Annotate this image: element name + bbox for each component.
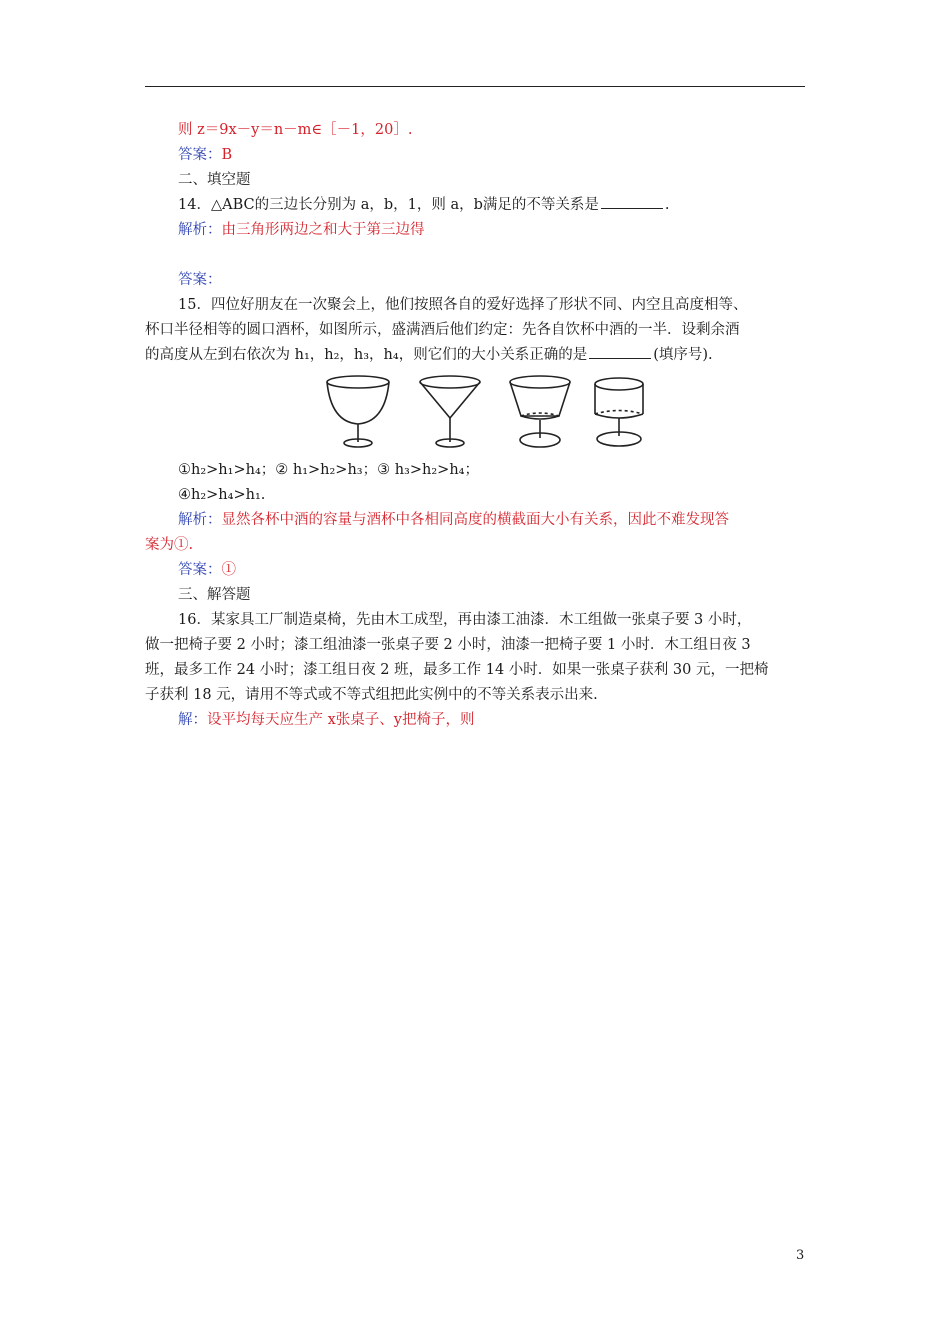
option-line: ④h₂>h₄>h₁.: [178, 487, 266, 503]
question-14-end: .: [664, 197, 670, 213]
bowl-glass: [327, 376, 389, 447]
cone-glass: [420, 376, 480, 447]
cylinder-glass: [595, 378, 643, 446]
wine-glasses-figure: [145, 372, 809, 452]
answer-blank: [601, 194, 663, 209]
page-number: 3: [796, 1248, 805, 1263]
solution-line: 则 z＝9x－y＝n－m∈［－1，20］.: [178, 122, 413, 138]
question-16-line: 班，最多工作 24 小时；漆工组日夜 2 班，最多工作 14 小时．如果一张桌子获利 30 元，一把椅: [145, 662, 769, 678]
question-16-line: 16．某家具工厂制造桌椅，先由木工成型，再由漆工油漆．木工组做一张桌子要 3 小时，: [178, 612, 752, 628]
question-15-end: (填序号).: [653, 347, 713, 363]
document-body: [145, 118, 809, 733]
solution-text: 设平均每天应生产 x张桌子、y把椅子，则: [207, 712, 475, 728]
frustum-glass: [510, 376, 570, 447]
analysis-text: 由三角形两边之和大于第三边得: [221, 222, 425, 238]
wine-glasses-drawing: [325, 372, 645, 450]
question-15-line: 15．四位好朋友在一次聚会上，他们按照各自的爱好选择了形状不同、内空且高度相等、: [178, 297, 748, 313]
analysis-continuation: 案为①.: [145, 537, 194, 553]
formula-gap: [145, 243, 809, 268]
answer-blank: [589, 344, 651, 359]
answer-value: ①: [221, 562, 236, 578]
option-line: ①h₂>h₁>h₄；② h₁>h₂>h₃；③ h₃>h₂>h₄；: [178, 462, 479, 478]
answer-label: 答案：: [178, 272, 222, 288]
section-heading-fill-blank: 二、填空题: [178, 172, 251, 188]
question-15-text: 的高度从左到右依次为 h₁，h₂，h₃，h₄，则它们的大小关系正确的是: [145, 347, 588, 363]
question-14: [145, 193, 809, 218]
answer-line: [145, 268, 809, 293]
answer-line: [145, 558, 809, 583]
answer-value: B: [221, 147, 233, 163]
analysis-line: [145, 508, 809, 533]
question-15-line: 杯口半径相等的圆口酒杯，如图所示，盛满酒后他们约定：先各自饮杯中酒的一半．设剩余酒: [145, 322, 740, 338]
answer-line: [145, 143, 809, 168]
question-14-text: 14．△ABC的三边长分别为 a，b，1，则 a，b满足的不等关系是: [178, 197, 599, 213]
question-16-line: 子获利 18 元，请用不等式或不等式组把此实例中的不等关系表示出来.: [145, 687, 598, 703]
section-heading-solve: 三、解答题: [178, 587, 251, 603]
solution-label: 解：: [178, 712, 207, 728]
analysis-label: 解析：: [178, 512, 222, 528]
answer-label: 答案：: [178, 562, 222, 578]
header-rule: [145, 86, 805, 87]
solution-start: [145, 708, 809, 733]
question-16-line: 做一把椅子要 2 小时；漆工组油漆一张桌子要 2 小时，油漆一把椅子要 1 小时．木工组日夜 3: [145, 637, 751, 653]
answer-label: 答案：: [178, 147, 222, 163]
analysis-line: [145, 218, 809, 243]
analysis-text: 显然各杯中酒的容量与酒杯中各相同高度的横截面大小有关系，因此不难发现答: [221, 512, 729, 528]
question-15-line: [145, 343, 809, 368]
analysis-label: 解析：: [178, 222, 222, 238]
